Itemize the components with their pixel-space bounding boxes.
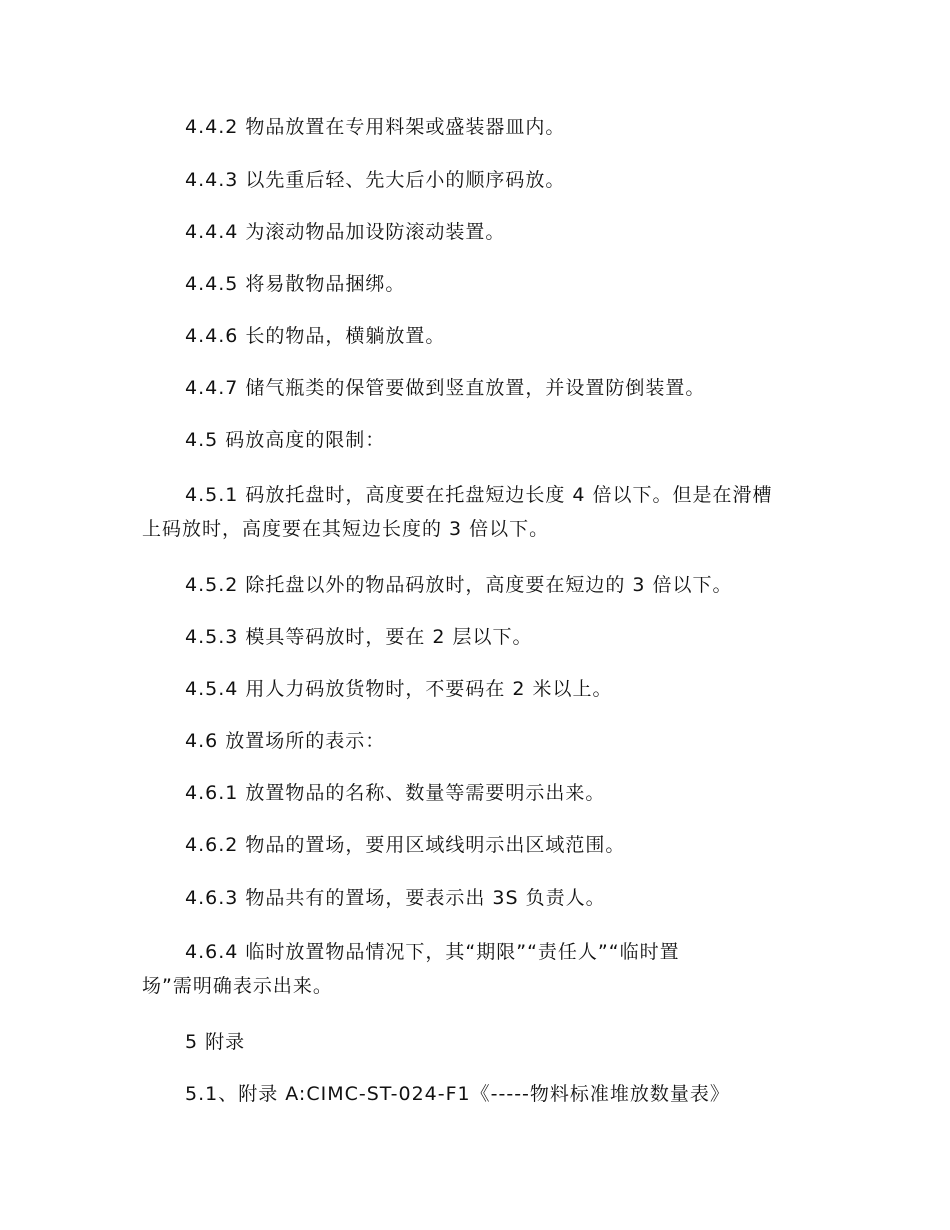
paragraph-4-5-3 (142, 620, 812, 654)
heading-4-5 (142, 423, 812, 457)
paragraph-4-4-7 (142, 371, 812, 405)
paragraph-5-1 (142, 1077, 812, 1111)
paragraph-4-6-1 (142, 776, 812, 810)
paragraph-line: 5.1、附录 A:CIMC-ST-024-F1《-----物料标准堆放数量表》 (185, 1083, 730, 1105)
paragraph-line: 4.6.2 物品的置场，要用区域线明示出区域范围。 (185, 834, 626, 856)
paragraph-line: 4.4.5 将易散物品捆绑。 (185, 273, 406, 295)
paragraph-4-6-4 (142, 935, 812, 1003)
heading-5 (142, 1025, 812, 1059)
paragraph-line: 4.6.4 临时放置物品情况下，其“期限”“责任人”“临时置 (185, 941, 680, 963)
paragraph-4-6-2 (142, 828, 812, 862)
paragraph-4-4-3 (142, 163, 812, 197)
paragraph-line: 场”需明确表示出来。 (142, 975, 333, 997)
paragraph-line: 4.4.4 为滚动物品加设防滚动装置。 (185, 221, 506, 243)
paragraph-4-4-5 (142, 267, 812, 301)
paragraph-4-4-6 (142, 319, 812, 353)
paragraph-4-6-3 (142, 881, 812, 915)
paragraph-line: 4.5.1 码放托盘时，高度要在托盘短边长度 4 倍以下。但是在滑槽 (185, 484, 773, 506)
paragraph-line: 4.6.1 放置物品的名称、数量等需要明示出来。 (185, 782, 606, 804)
paragraph-4-4-2 (142, 110, 812, 144)
paragraph-line: 5 附录 (185, 1031, 246, 1053)
paragraph-4-5-2 (142, 568, 812, 602)
paragraph-line: 4.5 码放高度的限制： (185, 429, 386, 451)
paragraph-line: 4.5.2 除托盘以外的物品码放时，高度要在短边的 3 倍以下。 (185, 574, 733, 596)
paragraph-4-5-1 (142, 478, 812, 546)
paragraph-4-5-4 (142, 672, 812, 706)
paragraph-line: 上码放时，高度要在其短边长度的 3 倍以下。 (142, 518, 550, 540)
paragraph-4-4-4 (142, 215, 812, 249)
paragraph-line: 4.6.3 物品共有的置场，要表示出 3S 负责人。 (185, 887, 606, 909)
paragraph-line: 4.4.7 储气瓶类的保管要做到竖直放置，并设置防倒装置。 (185, 377, 706, 399)
paragraph-line: 4.4.2 物品放置在专用料架或盛装器皿内。 (185, 116, 566, 138)
paragraph-line: 4.4.3 以先重后轻、先大后小的顺序码放。 (185, 169, 566, 191)
paragraph-line: 4.5.4 用人力码放货物时，不要码在 2 米以上。 (185, 678, 613, 700)
paragraph-line: 4.4.6 长的物品，横躺放置。 (185, 325, 446, 347)
paragraph-line: 4.6 放置场所的表示： (185, 730, 386, 752)
heading-4-6 (142, 724, 812, 758)
paragraph-line: 4.5.3 模具等码放时，要在 2 层以下。 (185, 626, 533, 648)
